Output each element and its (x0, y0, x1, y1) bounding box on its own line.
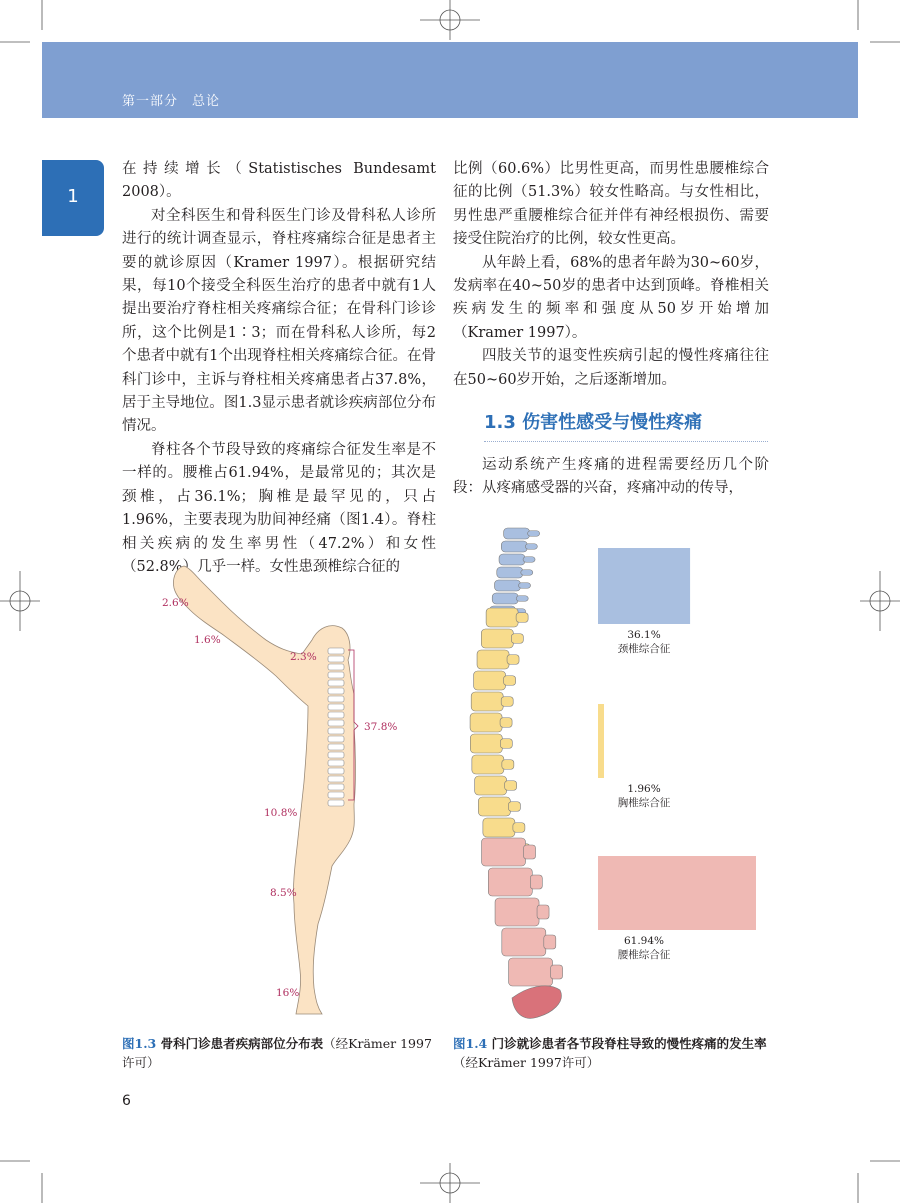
figure-1-3-caption (122, 1034, 440, 1072)
vertebra-process (505, 781, 517, 791)
paragraph: 比例（60.6%）比男性更高，而男性患腰椎综合征的比例（51.3%）较女性略高。与女性相比，男性患严重腰椎综合征并伴有神经根损伤、需要接受住院治疗的比例，较女性更高。 (453, 161, 769, 248)
vertebra-process (502, 760, 514, 770)
chapter-tab (42, 160, 104, 236)
text-column-right (453, 158, 769, 392)
vertebra-process (521, 570, 533, 576)
running-header: 第一部分 总论 (122, 94, 221, 109)
vertebra (482, 838, 526, 866)
vertebra-process (516, 596, 528, 602)
label-knee: 8.5% (270, 887, 297, 899)
vertebra (472, 755, 504, 774)
label-elbow: 1.6% (194, 634, 221, 646)
figure-1-3-body-diagram (118, 556, 448, 1026)
vertebra (501, 541, 527, 552)
vertebra-process (516, 613, 528, 623)
vertebra-process (511, 634, 523, 644)
figure-1-4-caption (453, 1034, 771, 1072)
vertebra (497, 567, 523, 578)
paragraph: 四肢关节的退变性疾病引起的慢性疼痛往往在50~60岁开始，之后逐渐增加。 (453, 348, 769, 388)
bar-value-label: 1.96% (627, 783, 661, 795)
vertebra (478, 797, 510, 816)
caption-text: 骨科门诊患者疾病部位分布表 (160, 1036, 324, 1051)
vertebra-process (523, 557, 535, 563)
bar-category-label: 颈椎综合征 (617, 643, 671, 655)
vertebra (470, 713, 502, 732)
vertebra-process (519, 583, 531, 589)
vertebra (509, 958, 553, 986)
label-shoulder: 2.6% (162, 597, 189, 609)
spine-illustration (470, 528, 562, 1018)
caption-text: 门诊就诊患者各节段脊柱导致的慢性疼痛的发生率 (491, 1036, 767, 1051)
sacrum (512, 986, 561, 1019)
bar-category-label: 胸椎综合征 (617, 797, 671, 809)
bar-value-label: 61.94% (623, 935, 665, 947)
vertebra (477, 650, 509, 669)
figure-1-4-spine-chart (448, 520, 768, 1025)
caption-label: 图1.4 (453, 1036, 488, 1051)
paragraph: 脊柱各个节段导致的疼痛综合征发生率是不一样的。腰椎占61.94%，是最常见的；其次是颈椎，占36.1%；胸椎是最罕见的，只占1.96%，主要表现为肋间神经痛（图1.4）。脊柱相关疾病的发生率男性（47.2%）和女性（52.8%）几乎一样。女性患颈椎综合征的 (122, 441, 436, 575)
label-hip: 10.8% (264, 807, 298, 819)
label-spine: 37.8% (364, 721, 398, 733)
vertebra (488, 868, 532, 896)
vertebra-process (551, 965, 563, 979)
bar (598, 856, 756, 930)
paragraph: 运动系统产生疼痛的进程需要经历几个阶段：从疼痛感受器的兴奋，疼痛冲动的传导， (453, 457, 769, 497)
text-column-right-lower (453, 454, 769, 501)
vertebra (502, 928, 546, 956)
bar (598, 704, 604, 778)
vertebra-process (501, 697, 513, 707)
bar-value-label: 36.1% (627, 629, 661, 641)
vertebra-process (500, 718, 512, 728)
vertebra (495, 898, 539, 926)
vertebra-process (504, 676, 516, 686)
caption-note: （经Krämer 1997许可） (122, 1036, 432, 1070)
vertebra (474, 671, 506, 690)
vertebra (492, 593, 518, 604)
text-column-left (122, 158, 436, 579)
paragraph: 在持续增长（Statistisches Bundesamt 2008）。 (122, 161, 436, 201)
vertebra-process (528, 531, 540, 537)
vertebra (495, 580, 521, 591)
vertebra (481, 629, 513, 648)
vertebra-process (524, 845, 536, 859)
caption-label: 图1.3 (122, 1036, 157, 1051)
bar-category-label: 腰椎综合征 (617, 949, 671, 961)
vertebra-process (508, 802, 520, 812)
chapter-number: 1 (67, 186, 79, 207)
vertebra-process (525, 544, 537, 550)
paragraph: 对全科医生和骨科医生门诊及骨科私人诊所进行的统计调查显示，脊柱疼痛综合征是患者主要的就诊原因（Kramer 1997）。根据研究结果，每10个接受全科医生治疗的患者中就有1人提出要治疗脊柱相关疼痛综合征；在骨科门诊诊所，这个比例是1∶3；而在骨科私人诊所，每2个患者中就有1个出现脊柱相关疼痛综合征。在骨科门诊中，主诉与脊柱相关疼痛患者占37.8%，居于主导地位。图1.3显示患者就诊疾病部位分布情况。 (122, 207, 436, 435)
vertebra-process (537, 905, 549, 919)
vertebra-process (530, 875, 542, 889)
vertebra (471, 692, 503, 711)
vertebra (486, 608, 518, 627)
vertebra (483, 818, 515, 837)
paragraph: 从年龄上看，68%的患者年龄为30~60岁，发病率在40~50岁的患者中达到顶峰。脊椎相关疾病发生的频率和强度从50岁开始增加（Kramer 1997）。 (453, 254, 769, 341)
label-neck: 2.3% (290, 651, 317, 663)
page-number: 6 (122, 1093, 131, 1109)
vertebra-process (507, 655, 519, 665)
section-heading: 1.3 伤害性感受与慢性疼痛 (484, 412, 703, 433)
vertebra (475, 776, 507, 795)
bar-chart (598, 548, 756, 961)
caption-note: （经Krämer 1997许可） (453, 1055, 600, 1070)
vertebra (504, 528, 530, 539)
vertebra (499, 554, 525, 565)
vertebra-process (500, 739, 512, 749)
vertebra (470, 734, 502, 753)
vertebra-process (513, 823, 525, 833)
label-foot: 16% (276, 987, 300, 999)
bar (598, 548, 690, 624)
section-rule (484, 441, 768, 442)
vertebra-process (544, 935, 556, 949)
